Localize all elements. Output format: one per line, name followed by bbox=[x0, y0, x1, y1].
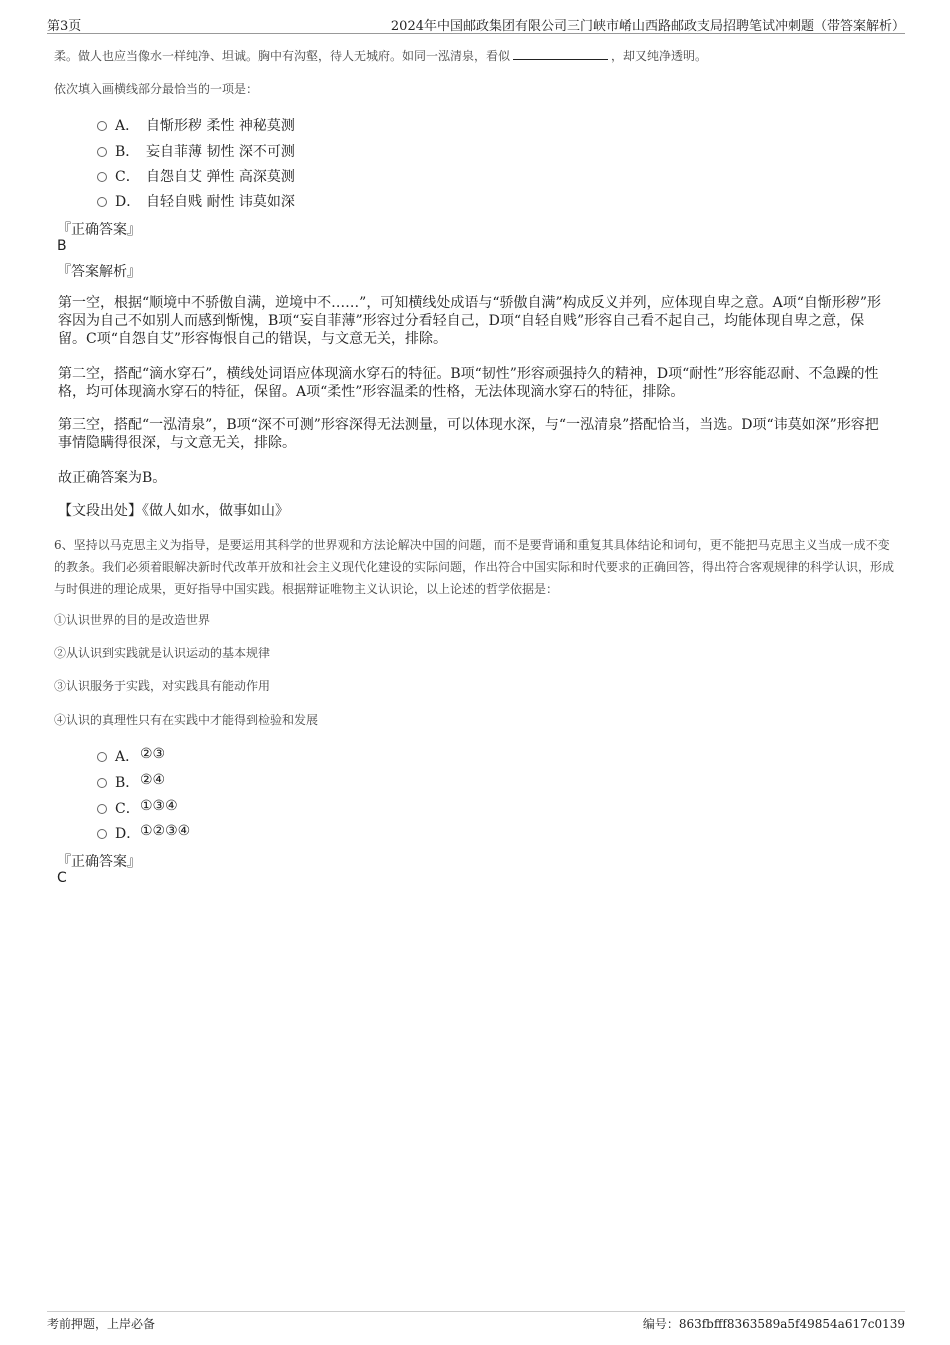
option-letter: B． bbox=[115, 775, 140, 791]
statement-1: ①认识世界的目的是改造世界 bbox=[54, 613, 211, 627]
option-text: ②④ bbox=[140, 772, 166, 788]
page-header bbox=[47, 13, 905, 34]
option-text: 自惭形秽 柔性 神秘莫测 bbox=[146, 118, 295, 134]
footer-slogan: 考前押题，上岸必备 bbox=[47, 1317, 156, 1331]
question-6-stem: 6、坚持以马克思主义为指导，是要运用其科学的世界观和方法论解决中国的问题，而不是要背诵和重复其具体结论和词句，更不能把马克思主义当成一成不变的教条。我们必须着眼解决新时代改革开放和社会主义现代化建设的实际问题，作出符合中国实际和时代要求的正确回答，得出符合客观规律的科学认识，形成与时俱进的理论成果，更好指导中国实践。根据辩证唯物主义认识论，以上论述的哲学依据是： bbox=[54, 538, 895, 596]
statement-4: ④认识的真理性只有在实践中才能得到检验和发展 bbox=[54, 713, 319, 727]
radio-button[interactable] bbox=[97, 172, 107, 182]
option-text: ①②③④ bbox=[140, 823, 191, 839]
option-letter: D． bbox=[115, 826, 141, 842]
passage-before-blank: 柔。做人也应当像水一样纯净、坦诚。胸中有沟壑，待人无城府。如同一泓清泉，看似 bbox=[54, 49, 511, 63]
radio-button[interactable] bbox=[97, 752, 107, 762]
radio-button[interactable] bbox=[97, 197, 107, 207]
option-text: 妄自菲薄 韧性 深不可测 bbox=[146, 144, 295, 160]
option-letter: A． bbox=[115, 749, 140, 765]
option-text: 自轻自贱 耐性 讳莫如深 bbox=[146, 194, 295, 210]
radio-button[interactable] bbox=[97, 121, 107, 131]
analysis-conclusion: 故正确答案为B。 bbox=[58, 470, 167, 486]
radio-button[interactable] bbox=[97, 829, 107, 839]
analysis-paragraph-2: 第二空，搭配“滴水穿石”，横线处词语应体现滴水穿石的特征。B项“韧性”形容顽强持久的精神，D项“耐性”形容能忍耐、不急躁的性格，均可体现滴水穿石的特征，保留。A项“柔性”形容温柔的性格，无法体现滴水穿石的特征，排除。 bbox=[58, 366, 879, 400]
correct-answer-label: 『正确答案』 bbox=[57, 222, 141, 238]
option-text: ②③ bbox=[140, 746, 166, 762]
radio-button[interactable] bbox=[97, 804, 107, 814]
passage-source: 【文段出处】《做人如水，做事如山》 bbox=[58, 503, 289, 519]
option-letter: D． bbox=[115, 194, 141, 210]
document-code: 编号：863fbfff8363589a5f49854a617c0139 bbox=[642, 1317, 905, 1331]
option-text: ①③④ bbox=[140, 798, 178, 814]
option-letter: C． bbox=[115, 169, 140, 185]
correct-answer-label: 『正确答案』 bbox=[57, 854, 141, 870]
page-footer bbox=[47, 1311, 905, 1334]
page-number: 第3页 bbox=[47, 19, 82, 34]
radio-button[interactable] bbox=[97, 147, 107, 157]
correct-answer: C bbox=[57, 870, 67, 886]
option-text: 自怨自艾 弹性 高深莫测 bbox=[146, 169, 295, 185]
option-letter: C． bbox=[115, 801, 140, 817]
analysis-paragraph-3: 第三空，搭配“一泓清泉”，B项“深不可测”形容深得无法测量，可以体现水深，与“一泓清泉”搭配恰当，当选。D项“讳莫如深”形容把事情隐瞒得很深，与文意无关，排除。 bbox=[58, 417, 879, 451]
option-letter: A． bbox=[115, 118, 140, 134]
question-instruction: 依次填入画横线部分最恰当的一项是： bbox=[54, 82, 259, 96]
passage-text bbox=[54, 47, 707, 64]
analysis-label: 『答案解析』 bbox=[57, 264, 141, 280]
radio-button[interactable] bbox=[97, 778, 107, 788]
document-title: 2024年中国邮政集团有限公司三门峡市崤山西路邮政支局招聘笔试冲刺题（带答案解析） bbox=[390, 19, 905, 34]
statement-3: ③认识服务于实践，对实践具有能动作用 bbox=[54, 679, 271, 693]
passage-after-blank: ，却又纯净透明。 bbox=[611, 49, 708, 63]
analysis-paragraph-1: 第一空，根据“顺境中不骄傲自满，逆境中不……”，可知横线处成语与“骄傲自满”构成反义并列，应体现自卑之意。A项“自惭形秽”形容因为自己不如别人而感到惭愧，B项“妄自菲薄”形容过分看轻自己，D项“自轻自贱”形容自己看不起自己，均能体现自卑之意，保留。C项“自怨自艾”形容悔恨自己的错误，与文意无关，排除。 bbox=[58, 295, 882, 347]
option-letter: B． bbox=[115, 144, 140, 160]
fill-blank-line bbox=[513, 47, 608, 60]
correct-answer: B bbox=[57, 238, 67, 254]
statement-2: ②从认识到实践就是认识运动的基本规律 bbox=[54, 646, 271, 660]
